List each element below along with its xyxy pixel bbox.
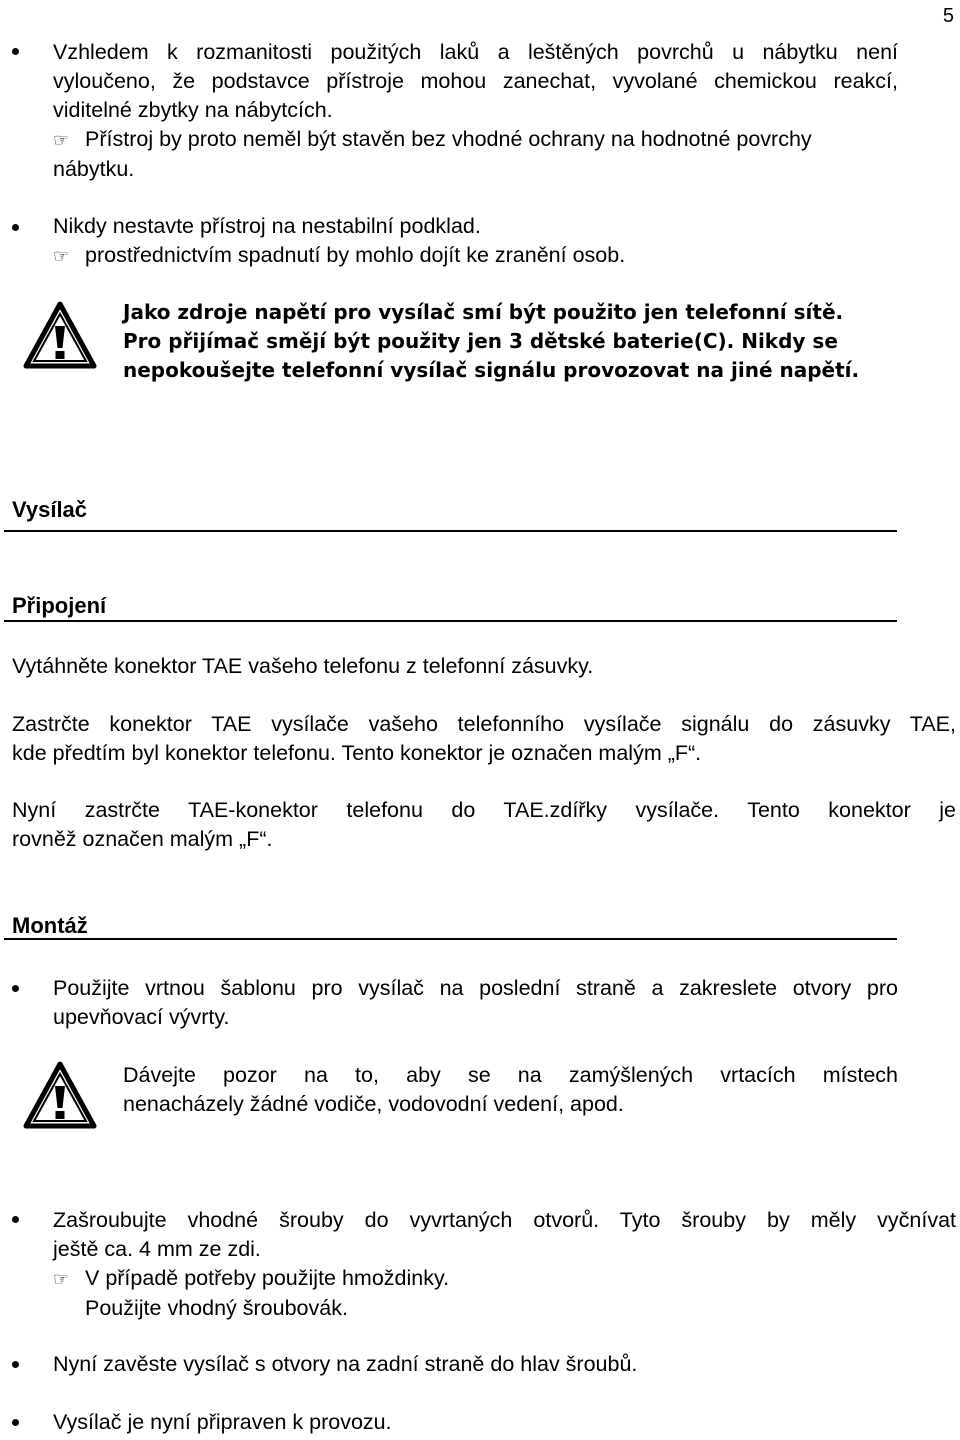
list-item <box>53 1350 898 1379</box>
paragraph-line: Vysílač je nyní připraven k provozu. <box>53 1410 392 1434</box>
section-heading: Montáž <box>12 913 88 938</box>
warning-line: Jako zdroje napětí pro vysílač smí být použito jen telefonní sítě. <box>123 300 844 324</box>
note-line <box>53 125 898 155</box>
paragraph-line: vyloučeno, že podstavce přístroje mohou zanechat, vyvolané chemickou reakcí, <box>53 69 898 93</box>
paragraph-line: viditelné zbytky na nábytcích. <box>53 98 333 122</box>
warning-line: Pro přijímač smějí být použity jen 3 dětské baterie(C). Nikdy se <box>123 329 838 353</box>
note-continuation: Použijte vhodný šroubovák. <box>85 1296 348 1320</box>
paragraph <box>12 796 956 854</box>
heading-rule <box>4 620 897 622</box>
list-item <box>53 38 898 184</box>
paragraph-line: Použijte vrtnou šablonu pro vysílač na poslední straně a zakreslete otvory pro <box>53 976 898 1000</box>
bullet-dot <box>12 985 19 992</box>
note-text: prostřednictvím spadnutí by mohlo dojít ke zranění osob. <box>85 243 626 267</box>
page-number: 5 <box>942 5 954 27</box>
paragraph-line: Nyní zavěste vysílač s otvory na zadní straně do hlav šroubů. <box>53 1352 638 1376</box>
paragraph-line: Zašroubujte vhodné šrouby do vyvrtaných otvorů. Tyto šrouby by měly vyčnívat <box>53 1208 956 1232</box>
heading-rule <box>4 530 897 532</box>
list-item <box>53 1408 898 1437</box>
note-line <box>53 241 898 271</box>
note-text: Přístroj by proto neměl být stavěn bez vhodné ochrany na hodnotné povrchy <box>85 127 812 151</box>
note-text: V případě potřeby použijte hmoždinky. <box>85 1266 450 1290</box>
heading-rule <box>4 938 897 940</box>
warning-line: Dávejte pozor na to, aby se na zamýšlených vrtacích místech <box>123 1063 898 1087</box>
pointing-hand-icon: ☞ <box>53 246 70 266</box>
warning-text <box>123 1061 898 1119</box>
bullet-dot <box>12 1361 19 1368</box>
warning-triangle-icon <box>23 1060 97 1130</box>
list-item <box>53 1206 956 1323</box>
pointing-hand-icon: ☞ <box>53 1269 70 1289</box>
warning-text <box>123 298 898 385</box>
paragraph-line: kde předtím byl konektor telefonu. Tento konektor je označen malým „F“. <box>12 741 702 765</box>
paragraph-line: Vytáhněte konektor TAE vašeho telefonu z telefonní zásuvky. <box>12 654 594 678</box>
note-continuation: nábytku. <box>53 157 135 181</box>
warning-line: nepokoušejte telefonní vysílač signálu provozovat na jiné napětí. <box>123 358 860 382</box>
warning-triangle-icon <box>23 300 97 370</box>
bullet-dot <box>12 224 19 231</box>
paragraph-line: rovněž označen malým „F“. <box>12 827 273 851</box>
warning-line: nenacházely žádné vodiče, vodovodní vedení, apod. <box>123 1092 624 1116</box>
paragraph-line: Vzhledem k rozmanitosti použitých laků a leštěných povrchů u nábytku není <box>53 40 898 64</box>
note-line <box>53 1264 956 1294</box>
paragraph-line: Nyní zastrčte TAE-konektor telefonu do TAE.zdířky vysílače. Tento konektor je <box>12 798 956 822</box>
bullet-dot <box>12 1216 19 1223</box>
paragraph <box>12 710 956 768</box>
paragraph-line: upevňovací vývrty. <box>53 1005 230 1029</box>
paragraph-line: ještě ca. 4 mm ze zdi. <box>53 1237 261 1261</box>
list-item <box>53 974 898 1032</box>
pointing-hand-icon: ☞ <box>53 130 70 150</box>
bullet-dot <box>12 48 19 55</box>
paragraph-line: Zastrčte konektor TAE vysílače vašeho telefonního vysílače signálu do zásuvky TAE, <box>12 712 956 736</box>
section-heading: Vysílač <box>12 497 88 522</box>
list-item <box>53 212 898 271</box>
bullet-dot <box>12 1419 19 1426</box>
section-heading: Připojení <box>12 593 107 618</box>
paragraph <box>12 652 898 681</box>
paragraph-line: Nikdy nestavte přístroj na nestabilní podklad. <box>53 214 481 238</box>
